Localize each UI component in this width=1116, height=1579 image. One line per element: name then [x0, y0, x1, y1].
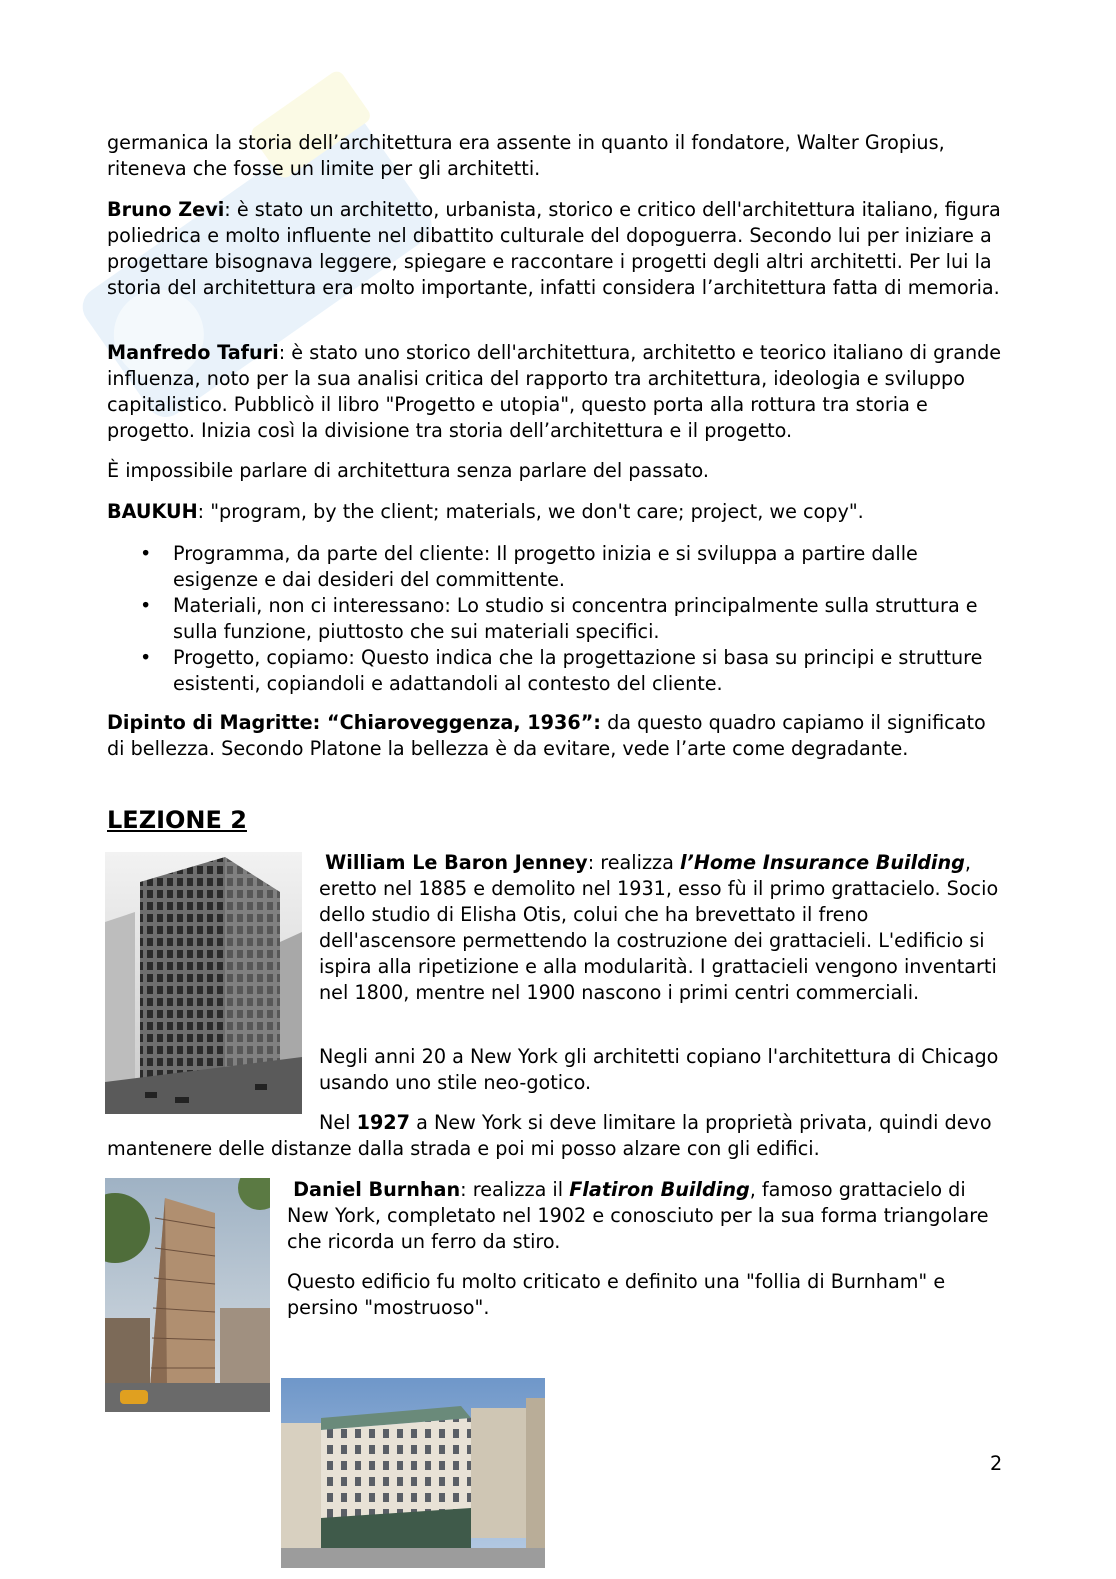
impossible-paragraph	[107, 458, 1007, 484]
burnham-critic-paragraph	[287, 1269, 1009, 1321]
burnham-name: Daniel Burnhan	[293, 1178, 461, 1201]
jenney-pre: : realizza	[587, 851, 680, 874]
zevi-text: : è stato un architetto, urbanista, storico e critico dell'architettura italiano, figura poliedrica e molto influente nel dibattito culturale del dopoguerra. Secondo lui per iniziare a progettare bisognava leggere, spiegare e raccontare i progetti degli altri architetti. Per lui la storia del architettura era molto importante, infatti considera l’architettura fatta di memoria.	[107, 198, 1001, 299]
looshaus-building-image	[281, 1378, 545, 1568]
tafuri-name: Manfredo Tafuri	[107, 341, 279, 364]
tafuri-text: : è stato uno storico dell'architettura, architetto e teorico italiano di grande influenza, noto per la sua analisi critica del rapporto tra architettura, ideologia e sviluppo capitalistico. Pubblicò il libro "Progetto e utopia", questo porta alla rottura tra storia e progetto. Inizia così la divisione tra storia dell’architettura e il progetto.	[107, 341, 1002, 442]
magritte-text: da questo quadro capiamo il significato di bellezza. Secondo Platone la bellezza è da evitare, vede l’arte come degradante.	[107, 711, 986, 760]
y1927-text: a New York si deve limitare la proprietà privata, quindi devo mantenere delle distanze dalla strada e poi mi posso alzare con gli edifici.	[107, 1111, 992, 1160]
burnham-pre: : realizza il	[460, 1178, 570, 1201]
bullet-icon: •	[140, 646, 152, 669]
ny20-text: Negli anni 20 a New York gli architetti copiano l'architettura di Chicago usando uno stile neo-gotico.	[319, 1045, 999, 1094]
home-insurance-building-image	[105, 852, 302, 1114]
list-item	[107, 541, 1007, 593]
bullet-icon: •	[140, 542, 152, 565]
list-item	[107, 645, 1007, 697]
flatiron-building-image	[105, 1178, 270, 1412]
burnham-paragraph	[287, 1177, 1009, 1255]
bullet-text: Materiali, non ci interessano: Lo studio si concentra principalmente sulla struttura e sulla funzione, piuttosto che sui materiali specifici.	[173, 594, 978, 643]
zevi-name: Bruno Zevi	[107, 198, 225, 221]
baukuh-bullet-list	[107, 541, 1007, 697]
jenney-name: William Le Baron Jenney	[325, 851, 588, 874]
home-insurance-title: l’Home Insurance Building	[679, 851, 965, 874]
page-number: 2	[990, 1452, 1003, 1475]
flatiron-title: Flatiron Building	[569, 1178, 750, 1201]
list-item	[107, 593, 1007, 645]
jenney-paragraph	[319, 850, 1009, 1006]
ny20-paragraph	[319, 1044, 1009, 1096]
bullet-icon: •	[140, 594, 152, 617]
intro-text: germanica la storia dell’architettura era assente in quanto il fondatore, Walter Gropius, riteneva che fosse un limite per gli architetti.	[107, 131, 945, 180]
bullet-text: Progetto, copiamo: Questo indica che la progettazione si basa su principi e strutture esistenti, copiandoli e adattandoli al contesto del cliente.	[173, 646, 983, 695]
magritte-name: Dipinto di Magritte: “Chiaroveggenza, 1936”:	[107, 711, 601, 734]
baukuh-paragraph	[107, 499, 1007, 525]
y1927-year: 1927	[356, 1111, 410, 1134]
impossible-text: È impossibile parlare di architettura senza parlare del passato.	[107, 459, 709, 482]
intro-paragraph	[107, 130, 1007, 182]
burnham-critic-text: Questo edificio fu molto criticato e definito una "follia di Burnham" e persino "mostruoso".	[287, 1270, 946, 1319]
bullet-text: Programma, da parte del cliente: Il progetto inizia e si sviluppa a partire dalle esigenze e dai desideri del committente.	[173, 542, 918, 591]
jenney-text: , eretto nel 1885 e demolito nel 1931, esso fù il primo grattacielo. Socio dello studio di Elisha Otis, colui che ha brevettato il freno dell'ascensore permettendo la costruzione dei grattacieli. L'edificio si ispira alla ripetizione e alla modularità. I grattacieli vengono inventarti nel 1800, mentre nel 1900 nascono i primi centri commerciali.	[319, 851, 999, 1004]
y1927-paragraph	[107, 1110, 1007, 1162]
burnham-text: , famoso grattacielo di New York, completato nel 1902 e conosciuto per la sua forma triangolare che ricorda un ferro da stiro.	[287, 1178, 989, 1253]
flatiron-building-photo	[105, 1178, 270, 1412]
magritte-paragraph	[107, 710, 1007, 762]
zevi-paragraph	[107, 197, 1007, 301]
baukuh-name: BAUKUH	[107, 500, 198, 523]
baukuh-text: : "program, by the client; materials, we don't care; project, we copy".	[197, 500, 864, 523]
home-insurance-building-photo	[105, 852, 302, 1114]
tafuri-paragraph	[107, 340, 1007, 444]
y1927-pre: Nel	[319, 1111, 357, 1134]
looshaus-building-photo	[281, 1378, 545, 1568]
section-heading: LEZIONE 2	[107, 806, 247, 834]
